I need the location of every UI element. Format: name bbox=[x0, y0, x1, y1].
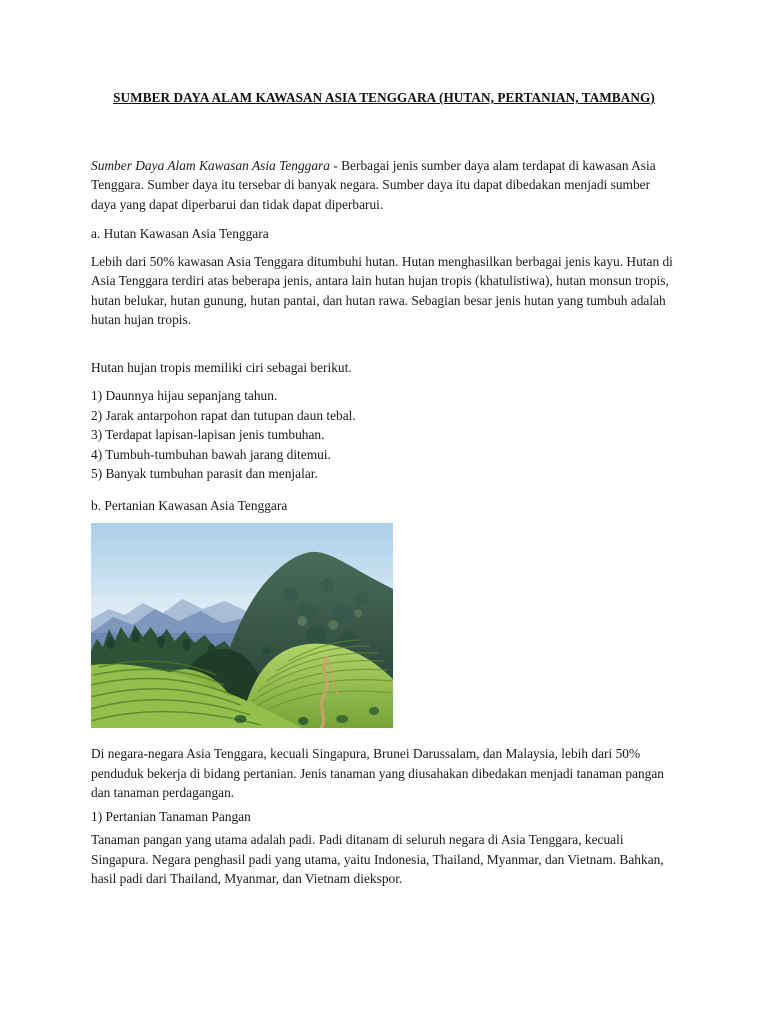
section-a-paragraph: Lebih dari 50% kawasan Asia Tenggara ditumbuhi hutan. Hutan menghasilkan berbagai jenis kayu. Hutan di Asia Tenggara terdiri atas beberapa jenis, antara lain hutan hujan tropis (khatulistiwa), hutan monsun tropis, hutan belukar, hutan gunung, hutan pantai, dan hutan rawa. Sebagian besar jenis hutan yang tumbuh adalah hutan hujan tropis. bbox=[91, 253, 673, 327]
intro-paragraph bbox=[91, 156, 677, 215]
trait-item-5: 5) Banyak tumbuhan parasit dan menjalar. bbox=[91, 466, 318, 481]
trait-item-3: 3) Terdapat lapisan-lapisan jenis tumbuhan. bbox=[91, 427, 325, 442]
section-b-paragraph: Di negara-negara Asia Tenggara, kecuali Singapura, Brunei Darussalam, dan Malaysia, lebih dari 50% penduduk bekerja di bidang pertanian. Jenis tanaman yang diusahakan dibedakan menjadi tanaman pangan dan tanaman perdagangan. bbox=[91, 746, 664, 800]
traits-intro: Hutan hujan tropis memiliki ciri sebagai berikut. bbox=[91, 359, 352, 375]
trait-item-4: 4) Tumbuh-tumbuhan bawah jarang ditemui. bbox=[91, 446, 331, 462]
trait-item-2: 2) Jarak antarpohon rapat dan tutupan daun tebal. bbox=[91, 407, 356, 423]
section-b-heading: b. Pertanian Kawasan Asia Tenggara bbox=[91, 497, 288, 513]
document-body bbox=[91, 88, 677, 889]
sub-section-paragraph: Tanaman pangan yang utama adalah padi. Padi ditanam di seluruh negara di Asia Tenggara, kecuali Singapura. Negara penghasil padi yang utama, yaitu Indonesia, Thailand, Myanmar, dan Vietnam. Bahkan, hasil padi dari Thailand, Myanmar, dan Vietnam diekspor. bbox=[91, 832, 664, 886]
intro-lead-italic: Sumber Daya Alam Kawasan Asia Tenggara bbox=[91, 157, 330, 173]
tea-plantation-photo bbox=[91, 523, 393, 728]
section-a-heading: a. Hutan Kawasan Asia Tenggara bbox=[91, 226, 269, 241]
intro-rest: - Berbagai jenis sumber daya alam terdapat di kawasan Asia Tenggara. Sumber daya itu tersebar di banyak negara. Sumber daya itu dapat dibedakan menjadi sumber daya yang dapat diperbarui dan tidak dapat diperbarui. bbox=[91, 157, 656, 212]
sub-section-heading: 1) Pertanian Tanaman Pangan bbox=[91, 808, 251, 824]
traits-list bbox=[91, 386, 677, 484]
tea-plantation-illustration bbox=[91, 523, 393, 728]
trait-item-1: 1) Daunnya hijau sepanjang tahun. bbox=[91, 388, 278, 403]
page-title: SUMBER DAYA ALAM KAWASAN ASIA TENGGARA (HUTAN, PERTANIAN, TAMBANG) bbox=[113, 90, 655, 105]
